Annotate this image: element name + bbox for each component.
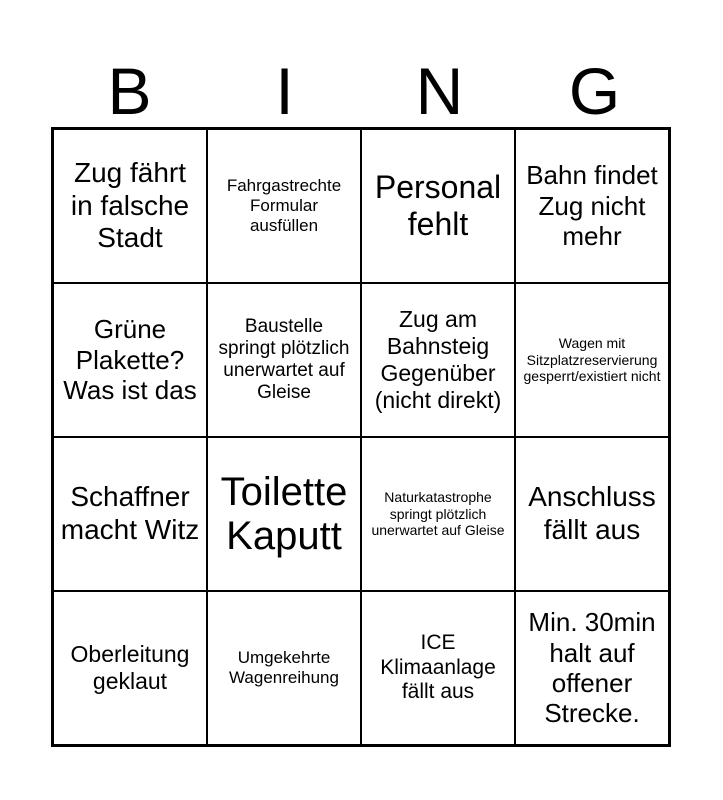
bingo-cell[interactable]: Zug fährt in falsche Stadt xyxy=(53,129,207,283)
bingo-cell[interactable]: Fahrgastrechte Formular ausfüllen xyxy=(207,129,361,283)
bingo-cell[interactable]: Toilette Kaputt xyxy=(207,437,361,591)
bingo-cell[interactable]: Zug am Bahnsteig Gegenüber (nicht direkt) xyxy=(361,283,515,437)
bingo-board xyxy=(51,127,671,747)
bingo-cell[interactable]: Naturkatastrophe springt plötzlich unerwartet auf Gleise xyxy=(361,437,515,591)
bingo-cell[interactable]: Schaffner macht Witz xyxy=(53,437,207,591)
bingo-cell[interactable]: Personal fehlt xyxy=(361,129,515,283)
header-letter-b: B xyxy=(107,54,152,128)
bingo-cell[interactable]: Wagen mit Sitzplatzreservierung gesperrt/existiert nicht xyxy=(515,283,669,437)
bingo-cell[interactable]: Min. 30min halt auf offener Strecke. xyxy=(515,591,669,745)
bingo-header xyxy=(52,56,672,126)
bingo-cell[interactable]: Oberleitung geklaut xyxy=(53,591,207,745)
bingo-cell[interactable]: Baustelle springt plötzlich unerwartet auf Gleise xyxy=(207,283,361,437)
header-letter-n: N xyxy=(415,54,464,128)
bingo-cell[interactable]: Grüne Plakette? Was ist das xyxy=(53,283,207,437)
header-letter-i: I xyxy=(275,54,294,128)
bingo-cell[interactable]: Umgekehrte Wagenreihung xyxy=(207,591,361,745)
bingo-cell[interactable]: Anschluss fällt aus xyxy=(515,437,669,591)
bingo-cell[interactable]: ICE Klimaanlage fällt aus xyxy=(361,591,515,745)
bingo-cell[interactable]: Bahn findet Zug nicht mehr xyxy=(515,129,669,283)
header-letter-g: G xyxy=(568,54,621,128)
